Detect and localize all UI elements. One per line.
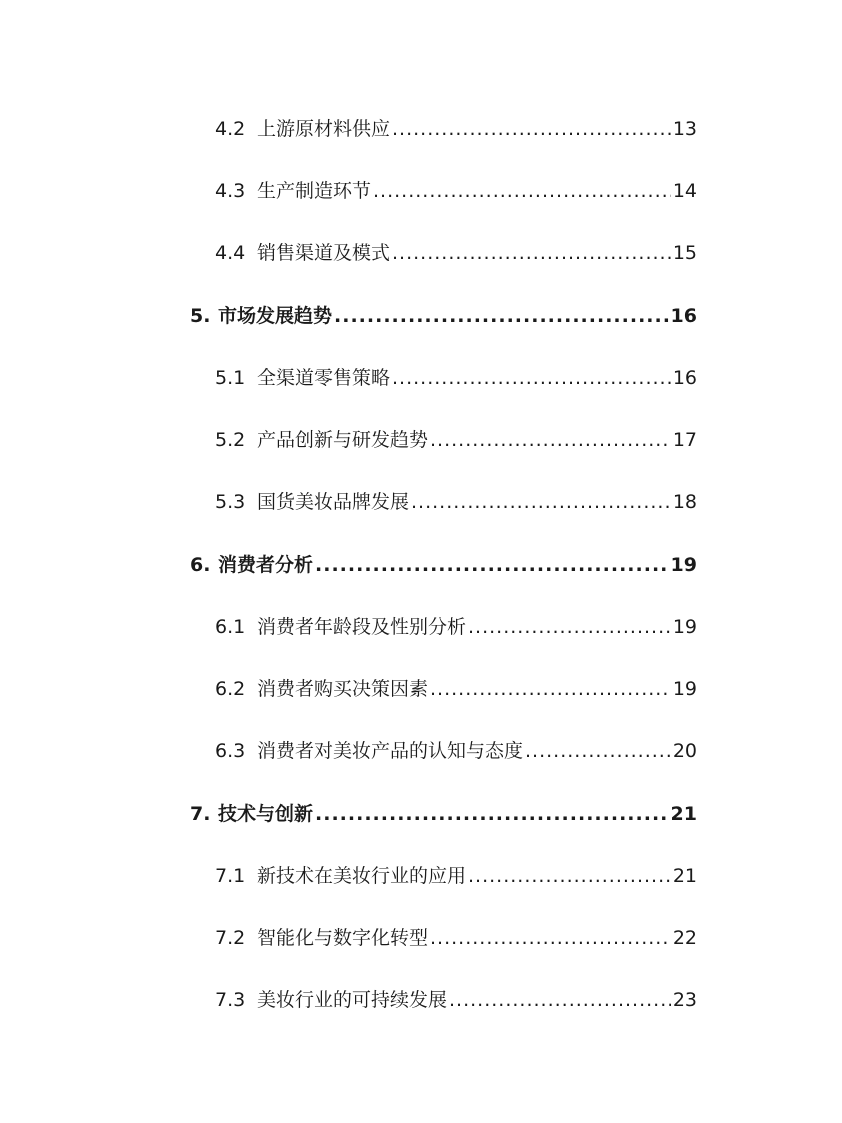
- toc-entry-title: 销售渠道及模式: [257, 242, 391, 264]
- toc-entry[interactable]: [215, 238, 697, 268]
- dot-leader: [430, 674, 671, 704]
- dot-leader: [315, 799, 669, 829]
- dot-leader: [392, 363, 671, 393]
- toc-entry-title: 智能化与数字化转型: [257, 927, 429, 949]
- dot-leader: [430, 923, 671, 953]
- toc-entry-title: 消费者对美妆产品的认知与态度: [257, 740, 524, 762]
- toc-entry[interactable]: [215, 612, 697, 642]
- dot-leader: [468, 861, 671, 891]
- toc-entry-number: 6.3: [215, 740, 246, 762]
- toc-entry[interactable]: [215, 923, 697, 953]
- toc-entry-number: 5.3: [215, 491, 246, 513]
- toc-chapter-number: 6.: [190, 554, 211, 576]
- toc-entry-page: 23: [672, 989, 697, 1011]
- toc-chapter-title: 消费者分析: [218, 554, 314, 576]
- dot-leader: [430, 425, 671, 455]
- toc-entry-number: 5.2: [215, 429, 246, 451]
- toc-entry-title: 全渠道零售策略: [257, 367, 391, 389]
- dot-leader: [334, 301, 669, 331]
- toc-entry-page: 20: [672, 740, 697, 762]
- dot-leader: [373, 176, 671, 206]
- dot-leader: [525, 736, 671, 766]
- toc-entry-number: 6.1: [215, 616, 246, 638]
- toc-chapter-page: 21: [670, 803, 697, 825]
- toc-entry-page: 15: [672, 242, 697, 264]
- toc-entry-page: 17: [672, 429, 697, 451]
- dot-leader: [411, 487, 671, 517]
- toc-chapter[interactable]: [190, 550, 697, 580]
- toc-entry-title: 上游原材料供应: [257, 118, 391, 140]
- toc-entry[interactable]: [215, 985, 697, 1015]
- toc-entry-title: 国货美妆品牌发展: [257, 491, 410, 513]
- toc-entry-number: 4.4: [215, 242, 246, 264]
- toc-entry[interactable]: [215, 363, 697, 393]
- toc-entry[interactable]: [215, 736, 697, 766]
- toc-entry-page: 16: [672, 367, 697, 389]
- toc-entry-title: 美妆行业的可持续发展: [257, 989, 448, 1011]
- toc-chapter[interactable]: [190, 301, 697, 331]
- toc-entry-title: 新技术在美妆行业的应用: [257, 865, 467, 887]
- toc-chapter-title: 技术与创新: [218, 803, 314, 825]
- toc-entry-page: 21: [672, 865, 697, 887]
- toc-chapter-number: 7.: [190, 803, 211, 825]
- toc-entry-title: 消费者购买决策因素: [257, 678, 429, 700]
- toc-entry-number: 7.2: [215, 927, 246, 949]
- toc-chapter-page: 16: [670, 305, 697, 327]
- toc-entry-page: 18: [672, 491, 697, 513]
- toc-entry-title: 消费者年龄段及性别分析: [257, 616, 467, 638]
- toc-chapter-title: 市场发展趋势: [218, 305, 333, 327]
- dot-leader: [392, 114, 671, 144]
- toc-entry-number: 4.3: [215, 180, 246, 202]
- toc-entry-title: 产品创新与研发趋势: [257, 429, 429, 451]
- toc-entry-page: 19: [672, 616, 697, 638]
- toc-entry[interactable]: [215, 176, 697, 206]
- toc-entry-number: 5.1: [215, 367, 246, 389]
- toc-entry-page: 19: [672, 678, 697, 700]
- toc-entry-number: 4.2: [215, 118, 246, 140]
- dot-leader: [392, 238, 671, 268]
- dot-leader: [449, 985, 671, 1015]
- toc-entry[interactable]: [215, 425, 697, 455]
- toc-entry-title: 生产制造环节: [257, 180, 372, 202]
- toc-chapter-page: 19: [670, 554, 697, 576]
- toc-chapter[interactable]: [190, 799, 697, 829]
- toc-entry-number: 6.2: [215, 678, 246, 700]
- toc-entry-page: 13: [672, 118, 697, 140]
- toc-entry[interactable]: [215, 674, 697, 704]
- toc-entry[interactable]: [215, 114, 697, 144]
- toc-entry-number: 7.3: [215, 989, 246, 1011]
- dot-leader: [315, 550, 669, 580]
- toc-entry-page: 22: [672, 927, 697, 949]
- toc-entry[interactable]: [215, 487, 697, 517]
- toc-chapter-number: 5.: [190, 305, 211, 327]
- toc-entry-page: 14: [672, 180, 697, 202]
- toc-entry-number: 7.1: [215, 865, 246, 887]
- dot-leader: [468, 612, 671, 642]
- toc-entry[interactable]: [215, 861, 697, 891]
